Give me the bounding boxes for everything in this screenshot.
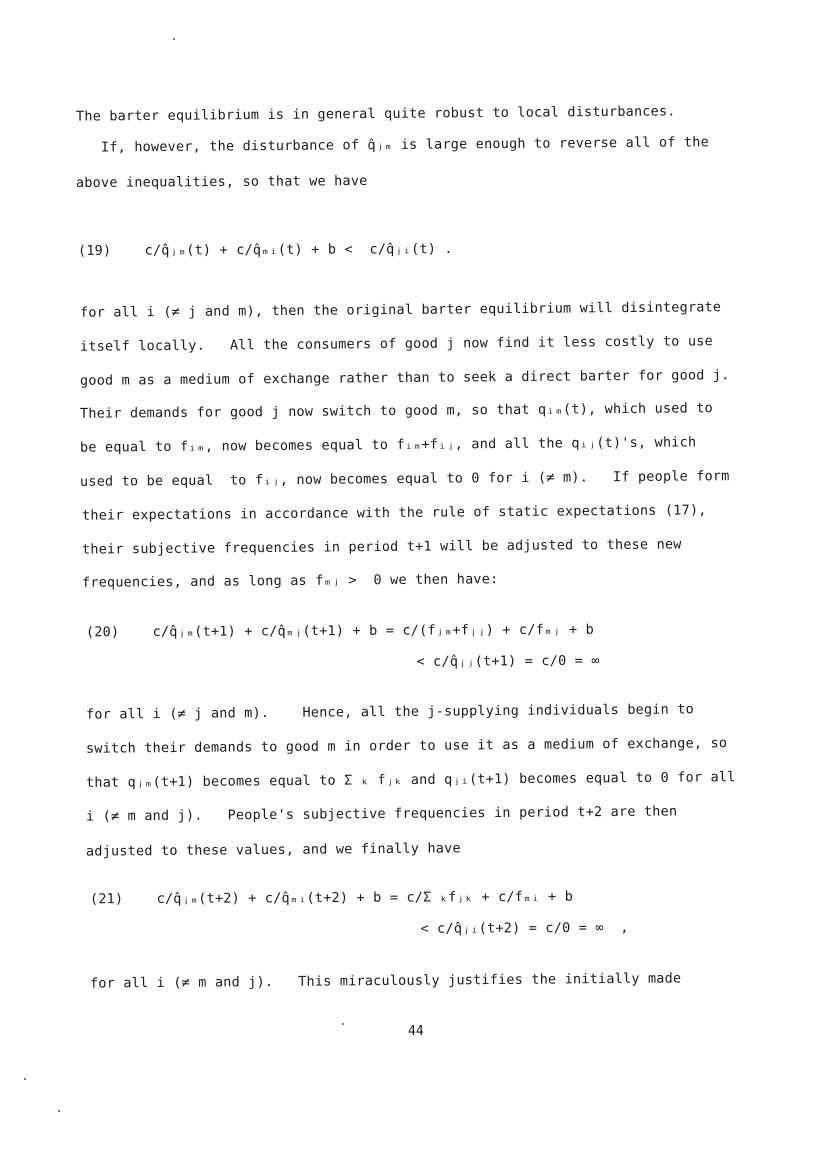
scan-speck [173,38,175,40]
text-line-19: i (≠ m and j). People's subjective frequencies in period t+2 are then [85,803,678,825]
equation-21-line-1: (21) c/q̂ⱼₘ(t+2) + c/q̂ₘᵢ(t+2) + b = c/Σ ₖfⱼₖ + c/fₘᵢ + b [89,888,574,908]
scan-speck [24,1078,26,1080]
scan-speck [58,1110,60,1112]
text-line-8: Their demands for good j now switch to good m, so that qᵢₘ(t), which used to [79,400,713,422]
text-line-16: for all i (≠ j and m). Hence, all the j-supplying individuals begin to [85,701,694,723]
text-line-7: good m as a medium of exchange rather than to seek a direct barter for good j. [79,367,730,389]
text-line-2: If, however, the disturbance of q̂ⱼₘ is large enough to reverse all of the [75,134,709,156]
text-line-9: be equal to fᵢₘ, now becomes equal to fᵢₘ+fᵢⱼ, and all the qᵢⱼ(t)'s, which [79,434,697,456]
page-number: 44 [408,1024,424,1039]
text-line-13: frequencies, and as long as fₘⱼ > 0 we then have: [81,571,499,591]
text-line-6: itself locally. All the consumers of good j now find it less costly to use [79,333,713,355]
text-line-11: their expectations in accordance with the rule of static expectations (17), [81,502,707,524]
text-line-1: The barter equilibrium is in general quite robust to local disturbances. [75,103,676,125]
scan-speck [342,1023,344,1025]
text-line-5: for all i (≠ j and m), then the original barter equilibrium will disintegrate [79,299,722,321]
text-line-10: used to be equal to fᵢⱼ, now becomes equal to 0 for i (≠ m). If people form [79,468,730,490]
equation-20-line-2: < c/q̂ⱼⱼ(t+1) = c/0 = ∞ [149,652,600,672]
text-line-3: above inequalities, so that we have [75,172,368,192]
text-line-18: that qⱼₘ(t+1) becomes equal to Σ ₖ fⱼₖ and qⱼᵢ(t+1) becomes equal to 0 for all [85,769,736,791]
text-line-23: for all i (≠ m and j). This miraculously justifies the initially made [89,970,682,992]
equation-21-line-2: < c/q̂ⱼᵢ(t+2) = c/0 = ∞ , [153,919,629,939]
equation-19: (19) c/q̂ⱼₘ(t) + c/q̂ₘᵢ(t) + b < c/q̂ⱼᵢ(t) . [77,241,453,259]
text-line-12: their subjective frequencies in period t+1 will be adjusted to these new [81,536,682,558]
equation-20-line-1: (20) c/q̂ⱼₘ(t+1) + c/q̂ₘⱼ(t+1) + b = c/(fⱼₘ+fⱼⱼ) + c/fₘⱼ + b [85,621,595,641]
text-line-20: adjusted to these values, and we finally have [85,840,461,860]
text-line-17: switch their demands to good m in order to use it as a medium of exchange, so [85,735,728,757]
